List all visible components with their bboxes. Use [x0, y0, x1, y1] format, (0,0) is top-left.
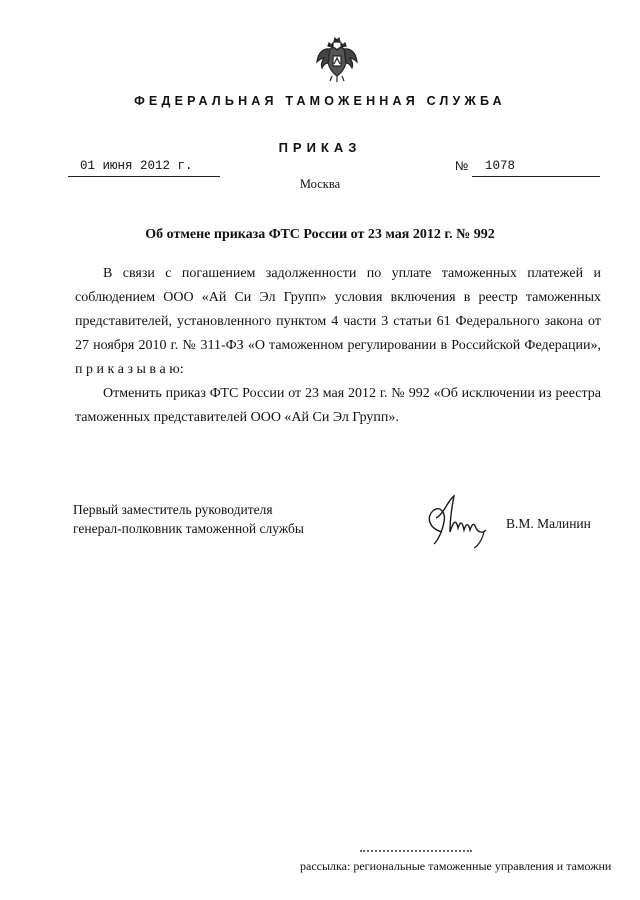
agency-name: ФЕДЕРАЛЬНАЯ ТАМОЖЕННАЯ СЛУЖБА: [134, 94, 506, 108]
position-line: Первый заместитель руководителя: [73, 502, 273, 517]
scan-artifact-divider: [360, 850, 472, 852]
signatory-position: [73, 500, 304, 538]
order-date: 01 июня 2012 г.: [80, 159, 193, 173]
order-number: 1078: [485, 159, 516, 173]
city: Москва: [299, 177, 341, 191]
number-sign: №: [455, 159, 469, 173]
body-paragraph: В связи с погашением задолженности по уплате таможенных платежей и соблюдением ООО «Ай Си Эл Групп» условия включения в реестр таможенных представителей, установленного пунктом 4 части 3 статьи 61 Федерального закона от 27 ноября 2010 г. № 311-ФЗ «О таможенном регулировании в Российской Федерации», п р и к а з ы в а ю:: [75, 266, 601, 377]
handwritten-signature-icon: [420, 488, 498, 554]
position-line: генерал-полковник таможенной службы: [73, 521, 304, 536]
signatory-name: В.М. Малинин: [506, 516, 591, 531]
document-body: [75, 262, 601, 430]
document-title: Об отмене приказа ФТС России от 23 мая 2012 г. № 992: [145, 227, 495, 242]
document-type: ПРИКАЗ: [278, 140, 362, 155]
body-paragraph: Отменить приказ ФТС России от 23 мая 2012 г. № 992 «Об исключении из реестра таможенных представителей ООО «Ай Си Эл Групп».: [75, 386, 601, 425]
distribution-list: рассылка: региональные таможенные управления и таможни: [300, 859, 612, 873]
coat-of-arms-icon: [314, 34, 360, 84]
